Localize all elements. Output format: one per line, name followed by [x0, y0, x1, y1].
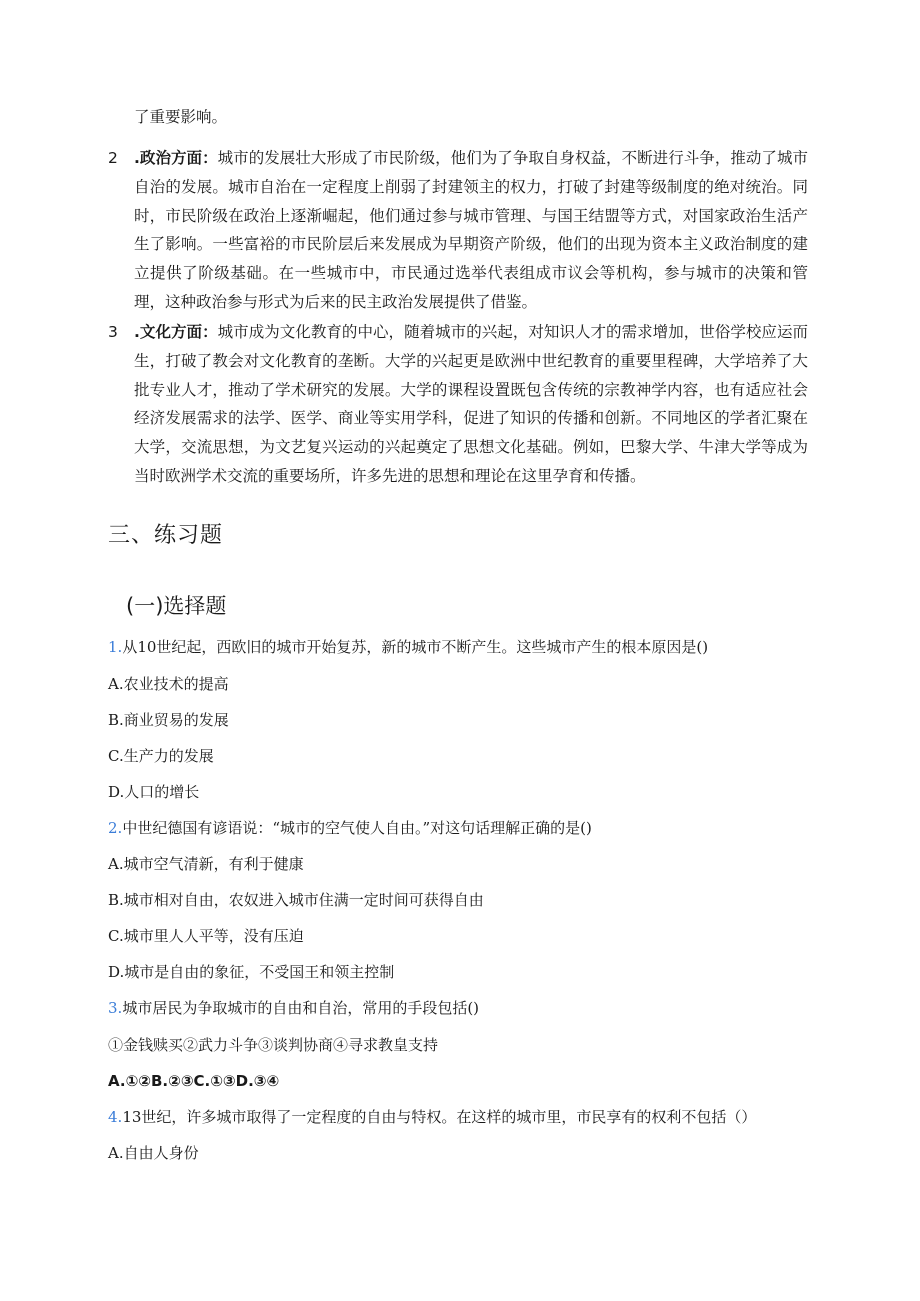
question-number: 1.	[108, 638, 123, 656]
question-1-option-b: B.商业贸易的发展	[108, 711, 229, 729]
question-number: 3.	[108, 999, 123, 1017]
question-1-stem	[108, 636, 708, 658]
question-1-option-d: D.人口的增长	[108, 783, 200, 801]
question-3-stem	[108, 997, 479, 1019]
question-2-option-b: B.城市相对自由，农奴进入城市住满一定时间可获得自由	[108, 891, 484, 909]
question-4-stem	[108, 1106, 756, 1128]
point-number: 3	[108, 323, 118, 341]
question-text: 从10世纪起，西欧旧的城市开始复苏，新的城市不断产生。这些城市产生的根本原因是()	[122, 638, 709, 656]
question-text: 城市居民为争取城市的自由和自治，常用的手段包括()	[122, 999, 480, 1017]
question-2-option-a: A.城市空气清新，有利于健康	[108, 855, 304, 873]
subsection-title: (一)选择题	[126, 594, 227, 618]
point-body	[134, 144, 808, 317]
question-text: 中世纪德国有谚语说：“城市的空气使人自由。”对这句话理解正确的是()	[122, 819, 592, 837]
section-title: 三、练习题	[108, 523, 224, 548]
question-text: 13世纪，许多城市取得了一定程度的自由与特权。在这样的城市里，市民享有的权利不包括（）	[122, 1108, 757, 1126]
question-2-option-c: C.城市里人人平等，没有压迫	[108, 927, 304, 945]
question-2-stem	[108, 817, 592, 839]
continuation-text: 了重要影响。	[134, 108, 228, 126]
point-body	[134, 318, 808, 491]
point-culture	[108, 318, 808, 491]
question-1-option-a: A.农业技术的提高	[108, 675, 229, 693]
question-2-option-d: D.城市是自由的象征，不受国王和领主控制	[108, 963, 395, 981]
question-number: 2.	[108, 819, 123, 837]
question-3-items: ①金钱赎买②武力斗争③谈判协商④寻求教皇支持	[108, 1036, 439, 1054]
question-3-options: A.①②B.②③C.①③D.③④	[108, 1072, 280, 1090]
question-number: 4.	[108, 1108, 123, 1126]
question-1-option-c: C.生产力的发展	[108, 747, 214, 765]
point-heading: .政治方面：	[134, 149, 218, 167]
point-number: 2	[108, 149, 118, 167]
point-text: 城市成为文化教育的中心，随着城市的兴起，对知识人才的需求增加，世俗学校应运而生，打破了教会对文化教育的垄断。大学的兴起更是欧洲中世纪教育的重要里程碑，大学培养了大批专业人才，推动了学术研究的发展。大学的课程设置既包含传统的宗教神学内容，也有适应社会经济发展需求的法学、医学、商业等实用学科，促进了知识的传播和创新。不同地区的学者汇聚在大学，交流思想，为文艺复兴运动的兴起奠定了思想文化基础。例如，巴黎大学、牛津大学等成为当时欧洲学术交流的重要场所，许多先进的思想和理论在这里孕育和传播。	[134, 323, 808, 485]
point-text: 城市的发展壮大形成了市民阶级，他们为了争取自身权益，不断进行斗争，推动了城市自治的发展。城市自治在一定程度上削弱了封建领主的权力，打破了封建等级制度的绝对统治。同时，市民阶级在政治上逐渐崛起，他们通过参与城市管理、与国王结盟等方式，对国家政治生活产生了影响。一些富裕的市民阶层后来发展成为早期资产阶级，他们的出现为资本主义政治制度的建立提供了阶级基础。在一些城市中，市民通过选举代表组成市议会等机构，参与城市的决策和管理，这种政治参与形式为后来的民主政治发展提供了借鉴。	[134, 149, 808, 311]
question-4-option-a: A.自由人身份	[108, 1144, 199, 1162]
point-politics	[108, 144, 808, 317]
point-heading: .文化方面：	[134, 323, 218, 341]
